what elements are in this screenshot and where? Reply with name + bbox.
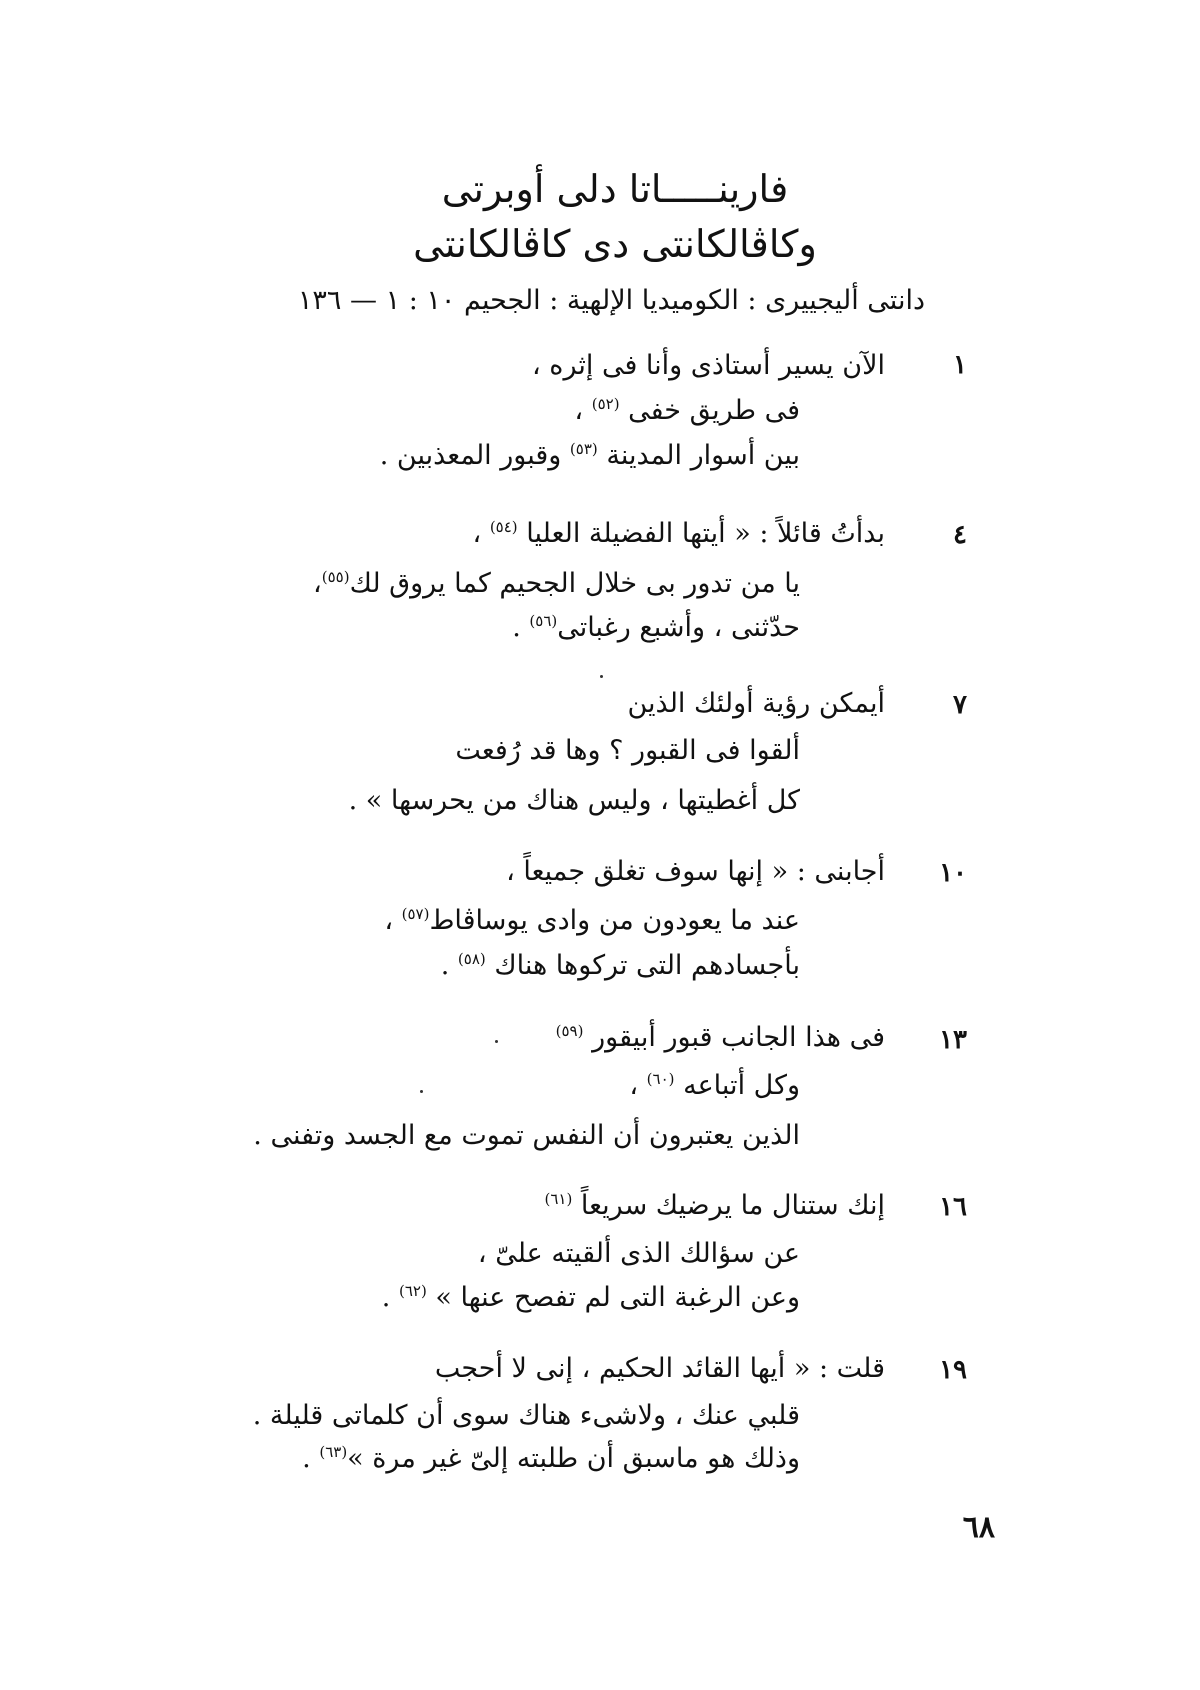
verse-line: أجابنى : « إنها سوف تغلق جميعاً ، <box>506 856 885 887</box>
footnote-ref[interactable]: (٦٣) <box>319 1443 348 1461</box>
verse-line: الآن يسير أستاذى وأنا فى إثره ، <box>532 350 885 381</box>
verse-line: حدّثنى ، وأشبع رغباتى$^{(٥٦)}$ . <box>512 612 800 643</box>
verse-number: ١٦ <box>939 1192 967 1222</box>
verse-line: بين أسوار المدينة $^{(٥٣)}$ وقبور المعذبين . <box>379 440 800 471</box>
verse-number: ١٣ <box>939 1025 967 1055</box>
footnote-ref[interactable]: (٦١) <box>544 1190 573 1208</box>
footnote-ref[interactable]: (٥٦) <box>529 612 558 630</box>
scan-speck <box>495 1040 498 1043</box>
footnote-ref[interactable]: (٦٠) <box>646 1070 675 1088</box>
footnote-ref[interactable]: (٥٧) <box>401 905 430 923</box>
verse-line: عن سؤالك الذى ألقيته علىّ ، <box>477 1238 800 1269</box>
verse-line: بدأتُ قائلاً : « أيتها الفضيلة العليا $^{(٥٤)}$ ، <box>472 518 885 549</box>
footnote-ref[interactable]: (٥٩) <box>555 1022 584 1040</box>
verse-line: قلت : « أيها القائد الحكيم ، إنى لا أحجب <box>434 1353 885 1384</box>
verse-line: وعن الرغبة التى لم تفصح عنها » $^{(٦٢)}$ . <box>381 1282 800 1313</box>
verse-line: فى طريق خفى $^{(٥٢)}$ ، <box>574 395 800 426</box>
footnote-ref[interactable]: (٦٢) <box>398 1282 427 1300</box>
verse-line: إنك ستنال ما يرضيك سريعاً $^{(٦١)}$ <box>544 1190 885 1221</box>
verse-line: وذلك هو ماسبق أن طلبته إلىّ غير مرة »$^{(٦٣)}$ . <box>302 1443 800 1474</box>
footnote-ref[interactable]: (٥٨) <box>457 950 486 968</box>
poem-title-line-1: فارينـــــاتا دلى أوبرتى <box>441 167 789 211</box>
verse-line: ألقوا فى القبور ؟ وها قد رُفعت <box>455 735 800 766</box>
verse-line: عند ما يعودون من وادى يوساڤاط$^{(٥٧)}$ ، <box>384 905 800 936</box>
verse-number: ١٠ <box>939 858 967 888</box>
poem-title-line-2: وكاڤالكانتى دى كاڤالكانتى <box>413 222 817 266</box>
footnote-ref[interactable]: (٥٣) <box>569 440 598 458</box>
verse-line: بأجسادهم التى تركوها هناك $^{(٥٨)}$ . <box>440 950 800 981</box>
verse-number: ١٩ <box>939 1355 967 1385</box>
footnote-ref[interactable]: (٥٤) <box>489 518 518 536</box>
footnote-ref[interactable]: (٥٥) <box>321 568 350 586</box>
verse-line: وكل أتباعه $^{(٦٠)}$ ، <box>629 1070 800 1101</box>
verse-line: يا من تدور بى خلال الجحيم كما يروق لك$^{(٥٥)}$، <box>313 568 800 599</box>
verse-number: ١ <box>953 350 967 380</box>
verse-line: كل أغطيتها ، وليس هناك من يحرسها » . <box>348 785 800 816</box>
scan-speck <box>600 675 603 678</box>
verse-line: أيمكن رؤية أولئك الذين <box>627 688 885 719</box>
verse-line: فى هذا الجانب قبور أبيقور $^{(٥٩)}$ <box>555 1022 885 1053</box>
verse-number: ٧ <box>953 690 967 720</box>
verse-number: ٤ <box>953 520 967 550</box>
footnote-ref[interactable]: (٥٢) <box>591 395 620 413</box>
scan-speck <box>420 1090 423 1093</box>
verse-line: قلبي عنك ، ولاشىء هناك سوى أن كلماتى قليلة . <box>252 1400 800 1431</box>
page-number: ٦٨ <box>962 1510 995 1545</box>
source-reference: دانتى أليجييرى : الكوميديا الإلهية : الجحيم ١٠ : ١ — ١٣٦ <box>297 285 925 316</box>
verse-line: الذين يعتبرون أن النفس تموت مع الجسد وتفنى . <box>253 1120 800 1151</box>
